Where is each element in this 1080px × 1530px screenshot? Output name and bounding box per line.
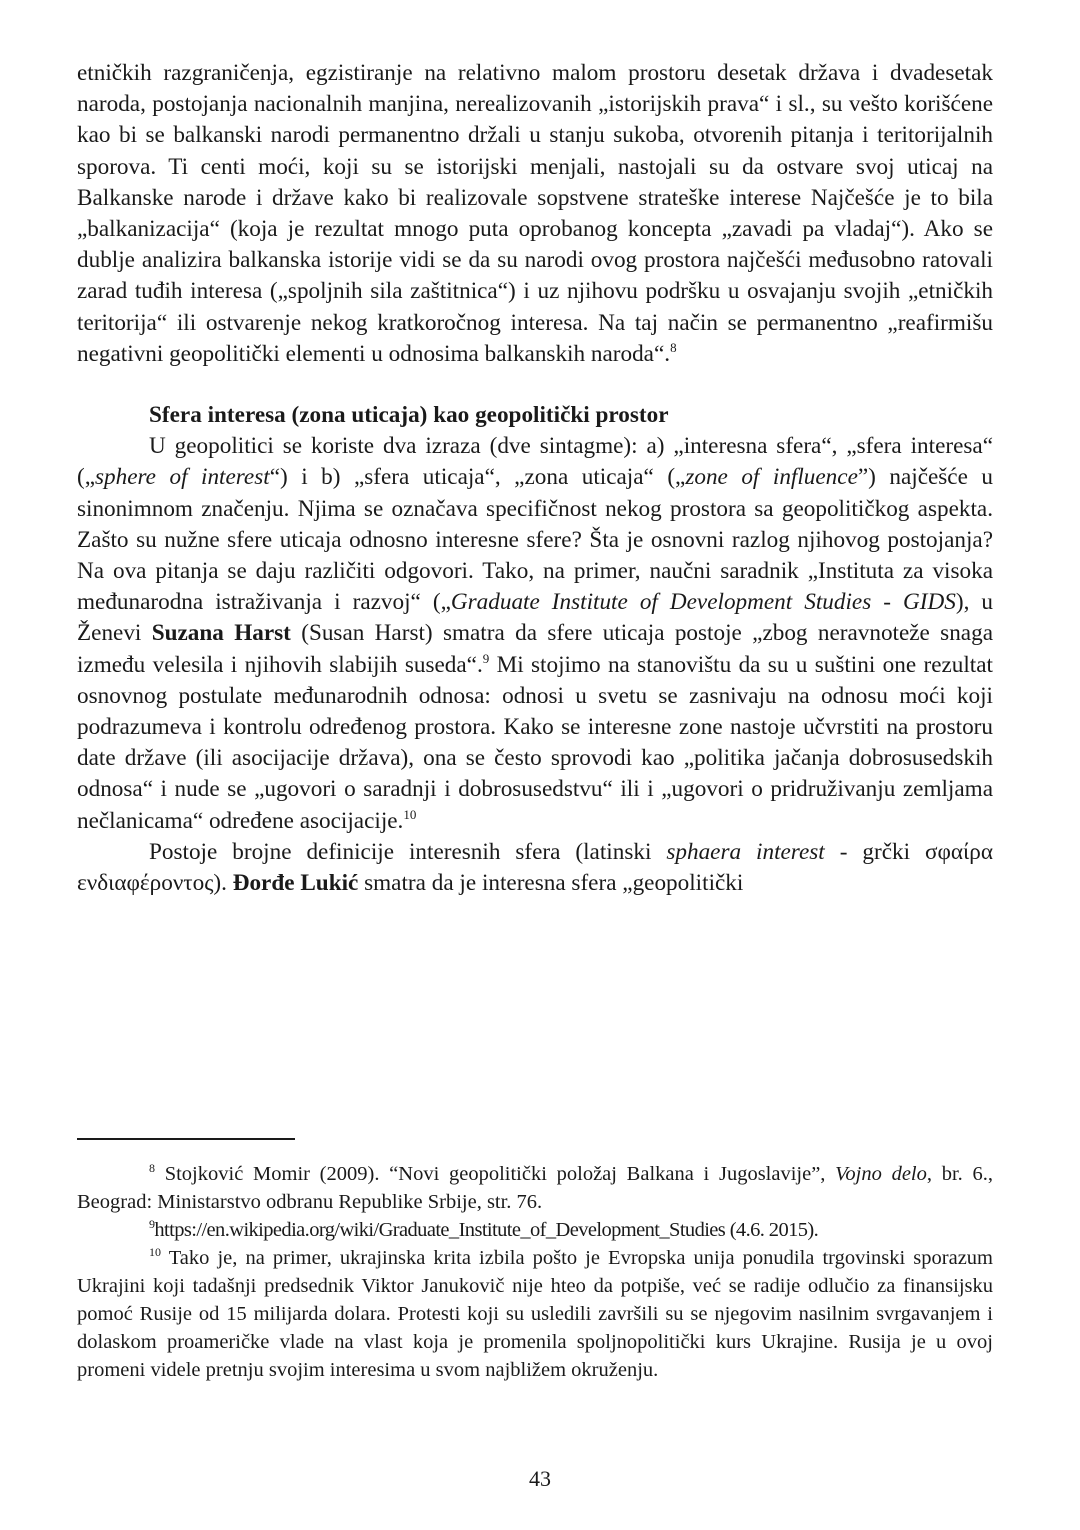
footnote-italic-title: Vojno delo (835, 1163, 927, 1185)
footnote-text: Tako je, na primer, ukrajinska krita izbila pošto je Evropska unija ponudila trgovinski sporazum Ukrajini koji tadašnji predsednik Viktor Janukovič nije hteo da potpiše, već se radije odlučio za finansijsku pomoć Rusije od 15 milijarda dolara. Protesti koji su usledili završili su se njegovim nasilnim svrgavanjem i dolaskom proameričke vlade na vlast koja je promenila spoljnopolitički kurs Ukrajine. Rusija je u ovoj promeni videle pretnju svojim interesima u svom najbližem okruženju. (77, 1247, 993, 1381)
footnote-ref-10[interactable]: 10 (403, 806, 417, 822)
paragraph-3-text: - grčki σφαίρα ενδιαφέροντος). (77, 838, 993, 897)
paragraph-3 (77, 837, 993, 899)
paragraph-2-text: (Susan Harst) smatra da sfere uticaja postoje „zbog neravnoteže snaga između velesila i njihovih slabijih suseda“. (77, 620, 993, 678)
italic-term-sphere-of-interest: sphere of interest (95, 464, 270, 491)
footnote-number: 9 (149, 1217, 155, 1231)
footnote-ref-8[interactable]: 8 (670, 339, 677, 355)
page-number: 43 (529, 1466, 551, 1491)
footnote-link[interactable]: https://en.wikipedia.org/wiki/Graduate_Institute_of_Development_Studies (4.6. 2015). (154, 1219, 819, 1241)
paragraph-2-text: ”) najčešće u sinonimnom značenju. Njima se označava specifičnost nekog prostora sa geopolitičkog aspekta. Zašto su nužne sfere uticaja odnosno interesne sfere? Šta je osnovni razlog njihovog postojanja? Na ova pitanja se daju različiti odgovori. Tako, na primer, naučni saradnik „Instituta za visoka međunarodna istraživanja i razvoj“ („ (77, 464, 993, 616)
italic-term-gids: Graduate Institute of Development Studies - GIDS (450, 589, 956, 616)
section-heading: Sfera interesa (zona uticaja) kao geopolitički prostor (149, 402, 669, 429)
footnote-separator (77, 1138, 295, 1140)
footnote-text: , br. 6., Beograd: Ministarstvo odbranu Republike Srbije, str. 76. (77, 1163, 994, 1213)
footnote-number: 8 (149, 1161, 155, 1175)
bold-name-suzana-harst: Suzana Harst (151, 620, 291, 647)
paragraph-1-text: etničkih razgraničenja, egzistiranje na relativno malom prostoru desetak država i dvadesetak naroda, postojanja nacionalnih manjina, nerealizovanih „istorijskih prava“ i sl., su vešto korišćene kao bi se balkanski narodi permanentno držali u stanju sukoba, otvorenih pitanja i teritorijalnih sporova. Ti centi moći, koji su se istorijski menjali, nastojali su da ostvare svoj uticaj na Balkanske narode i države kako bi realizovale sopstvene strateške interese Najčešće je to bila „balkanizacija“ (koja je rezultat mnogo puta oprobanog koncepta „zavadi pa vladaj“). Ako se dublje analizira balkanska istorije vidi se da su narodi ovog prostora najčešći međusobno ratovali zarad tuđih interesa („spoljnih sila zaštitnica“) i uz njihovu podršku u osvajanju svojih „etničkih teritorija“ ili ostvarenje nekog kratkoročnog interesa. Na taj način se permanentno „reafirmišu negativni geopolitički elementi u odnosima balkanskih naroda“. (77, 60, 993, 367)
italic-term-sphaera-interest: sphaera interest (666, 838, 825, 865)
paragraph-2-text: ), u Ženevi (77, 589, 993, 647)
paragraph-2-text: Mi stojimo na stanovištu da su u suštini one rezultat osnovnog postulate međunarodnih odnosa: odnosi u svetu se zasnivaju na odnosu moći koji podrazumeva i kontrolu određenog prostora. Kako se interesne zone nastoje učvrstiti na prostoru date države (ili asocijacije država), ona se često sprovodi kao „politika jačanja dobrosusedskih odnosa“ i nude se „ugovori o saradnji i dobrosusedstvu“ ili i „ugovori o pridruživanju zemljama nečlanicama“ određene asocijacije. (77, 651, 993, 834)
paragraph-2 (77, 431, 993, 837)
bold-name-djordje-lukic: Đorđe Lukić (232, 870, 359, 897)
footnote-text: Stojković Momir (2009). “Novi geopolitički položaj Balkana i Jugoslavije”, (155, 1163, 836, 1185)
paragraph-2-text: U geopolitici se koriste dva izraza (dve sintagme): a) „interesna sfera“, „sfera interesa“ („ (77, 433, 993, 491)
italic-term-zone-of-influence: zone of influence (685, 464, 858, 491)
paragraph-3-text: smatra da je interesna sfera „geopolitički (358, 870, 744, 897)
paragraph-2-text: “) i b) „sfera uticaja“, „zona uticaja“ („ (269, 464, 686, 491)
footnote-9 (77, 1216, 993, 1244)
paragraph-1 (77, 58, 993, 370)
footnote-8 (77, 1160, 993, 1216)
footnote-10 (77, 1244, 993, 1384)
footnote-ref-9[interactable]: 9 (482, 650, 490, 666)
document-page (77, 58, 993, 899)
paragraph-3-text: Postoje brojne definicije interesnih sfera (latinski (149, 838, 667, 865)
footnote-number: 10 (149, 1245, 161, 1259)
footnotes (77, 1160, 993, 1384)
